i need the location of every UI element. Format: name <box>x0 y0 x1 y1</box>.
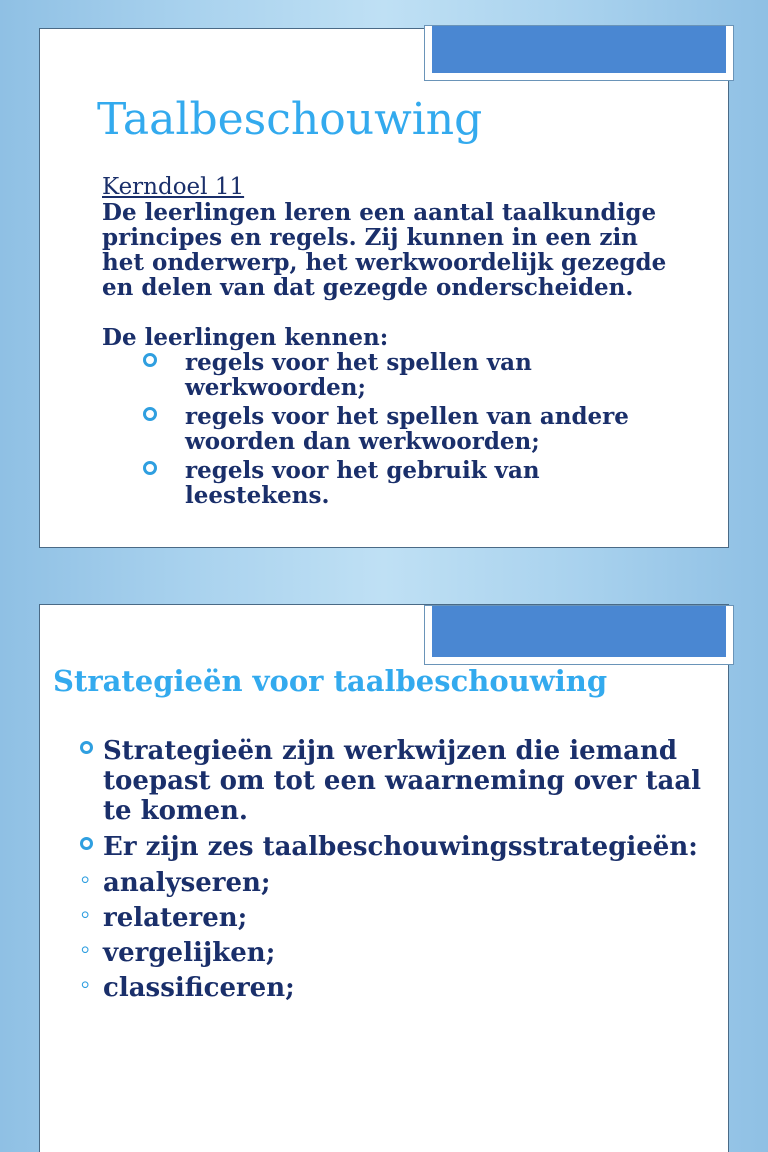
list-item: ⸰ analyseren; <box>80 868 271 898</box>
bullet-small-icon: ⸰ <box>80 870 91 891</box>
slide-2-title: Strategieën voor taalbeschouwing <box>53 664 608 698</box>
bullet-circle-icon <box>143 353 157 367</box>
bullet-small-icon: ⸰ <box>80 905 91 926</box>
bullet-circle-icon <box>80 837 93 850</box>
slide-2-body <box>80 736 720 1008</box>
bullet-circle-icon <box>80 741 93 754</box>
bullet-small-icon: ⸰ <box>80 940 91 961</box>
slide-1-tab-decoration <box>424 25 734 81</box>
slide-2 <box>0 576 768 1152</box>
bullet-circle-icon <box>143 461 157 475</box>
intro-text: De leerlingen kennen: <box>102 324 389 351</box>
bullet-small-icon: ⸰ <box>80 975 91 996</box>
slide-2-tab-decoration <box>424 605 734 665</box>
bullet-list <box>80 736 720 1003</box>
slide-1-body <box>102 175 672 512</box>
kerndoel-paragraph: De leerlingen leren een aantal taalkundige principes en regels. Zij kunnen in een zin het onderwerp, het werkwoordelijk gezegde en delen van dat gezegde onderscheiden. <box>102 199 667 301</box>
list-item: regels voor het spellen van andere woorden dan werkwoorden; <box>185 404 672 454</box>
bullet-circle-icon <box>143 407 157 421</box>
list-item: Strategieën zijn werkwijzen die iemand toepast om tot een waarneming over taal te komen. <box>80 736 720 826</box>
list-item: ⸰ classificeren; <box>80 973 295 1003</box>
list-item: ⸰ relateren; <box>80 903 248 933</box>
list-item: regels voor het spellen van werkwoorden; <box>185 350 672 400</box>
kerndoel-label: Kerndoel 11 <box>102 174 245 200</box>
list-item: regels voor het gebruik van leestekens. <box>185 458 672 508</box>
list-item: ⸰ vergelijken; <box>80 938 276 968</box>
bullet-list <box>102 350 672 508</box>
slide-1-title: Taalbeschouwing <box>97 94 483 145</box>
list-item: Er zijn zes taalbeschouwingsstrategieën: <box>80 832 720 862</box>
